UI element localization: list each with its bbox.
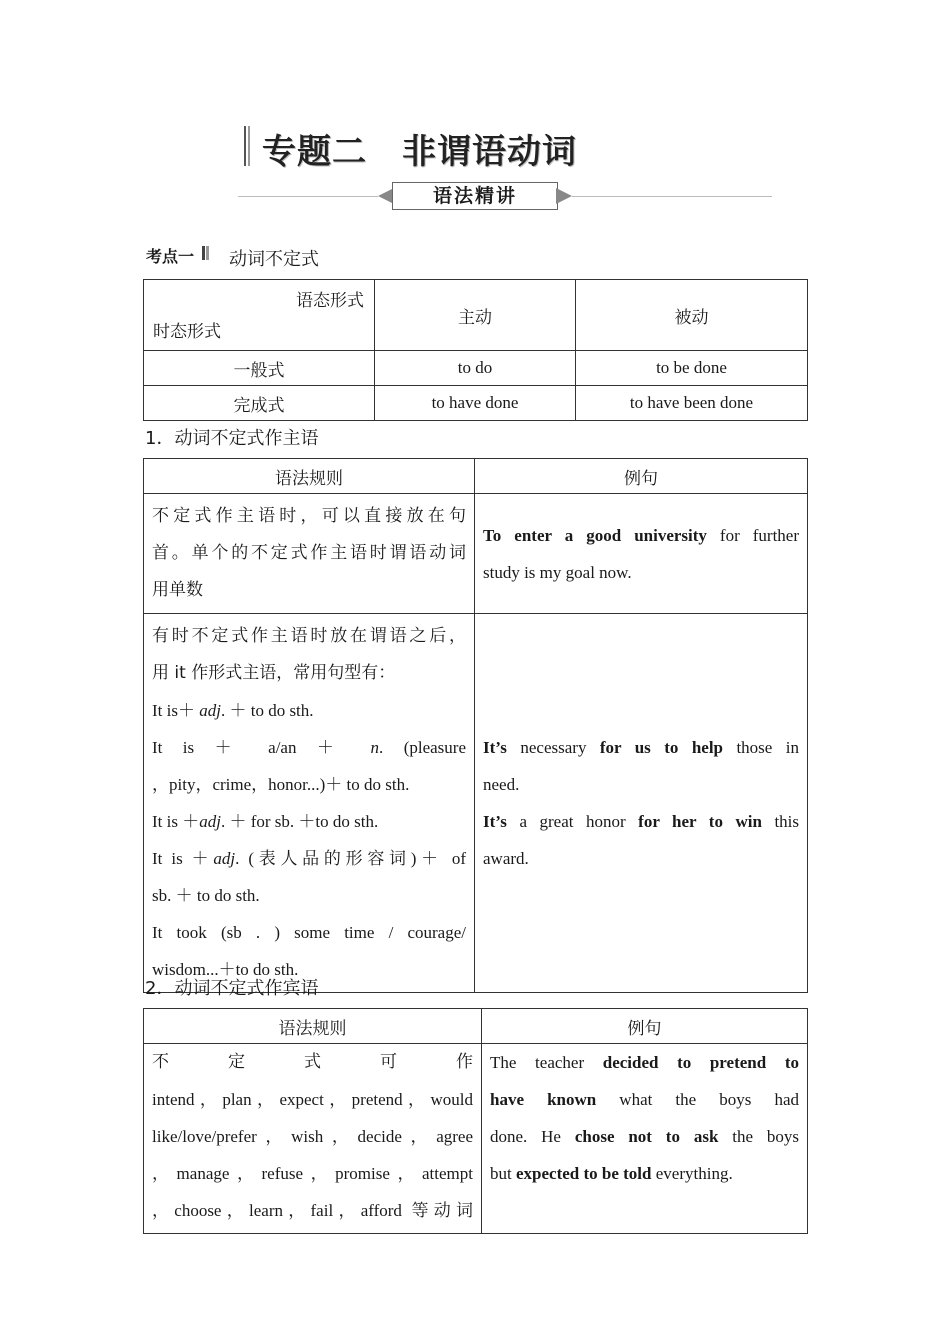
rule-line: like/love/prefer，wish，decide，agree: [152, 1127, 473, 1146]
example-bold: have known: [490, 1090, 597, 1109]
example-line: [490, 1155, 799, 1192]
rule-cell: [144, 614, 475, 993]
example-bold: for her to win: [638, 812, 762, 831]
page-title: 专题二 非谓语动词: [262, 132, 577, 172]
example-line: [483, 803, 799, 840]
example-text: but: [490, 1164, 516, 1183]
example-bold: chose not to ask: [574, 1127, 719, 1146]
rule-text: It is ＋: [152, 812, 200, 831]
passive-cell: to have been done: [576, 386, 808, 421]
rule-line: 用 it 作形式主语，常用句型有：: [152, 663, 396, 683]
example-text: everything.: [651, 1164, 733, 1183]
subsection-heading: 1．动词不定式作主语: [145, 428, 319, 449]
rule-text: . ＋ to do sth.: [220, 701, 314, 720]
rule-italic: adj: [199, 812, 221, 831]
example-bold: It’s: [483, 738, 507, 757]
infinitive-forms-table: [143, 279, 808, 421]
example-line: study is my goal now.: [483, 562, 632, 582]
example-line: need.: [483, 775, 520, 794]
table-header-row: [144, 1009, 808, 1044]
section-banner: 语法精讲: [392, 182, 558, 210]
rule-cell: [144, 1044, 482, 1234]
example-line: [483, 517, 799, 554]
passive-cell: to be done: [576, 351, 808, 386]
rule-line: wisdom...＋to do sth.: [152, 960, 299, 979]
example-line: award.: [483, 849, 529, 868]
rule-line: [152, 803, 466, 840]
example-text: what the boys had: [596, 1090, 799, 1109]
example-cell: [475, 494, 808, 614]
subsection-heading: 2．动词不定式作宾语: [145, 978, 319, 999]
column-header-example: 例句: [482, 1009, 808, 1044]
example-text: those in: [723, 738, 799, 757]
example-bold: To enter a good university: [483, 525, 707, 545]
example-bold: for us to help: [599, 738, 724, 757]
example-text: a great honor: [506, 812, 639, 831]
rule-line: 首。单个的不定式作主语时谓语动词: [152, 543, 466, 563]
rule-line: ，choose，learn，fail，afford 等动词: [152, 1201, 473, 1220]
corner-top-label: 语态形式: [296, 291, 364, 311]
example-line: [490, 1044, 799, 1081]
example-cell: [482, 1044, 808, 1234]
example-line: [490, 1081, 799, 1118]
rule-line: [152, 692, 466, 729]
corner-header-cell: [144, 280, 375, 351]
table-row: [144, 280, 808, 351]
example-text: this: [761, 812, 800, 831]
rule-italic: adj: [213, 849, 236, 868]
rule-text: It is＋: [152, 701, 200, 720]
tense-cell: 一般式: [144, 351, 375, 386]
rule-line: intend，plan，expect，pretend，would: [152, 1090, 473, 1109]
active-cell: to have done: [375, 386, 576, 421]
corner-bottom-label: 时态形式: [153, 322, 221, 342]
example-text: The teacher: [490, 1053, 603, 1072]
rule-line: ，manage，refuse，promise，attempt: [152, 1164, 473, 1183]
rule-italic: n: [370, 738, 380, 757]
example-line: [483, 729, 799, 766]
table-row: [144, 494, 808, 614]
example-text: for further: [706, 525, 800, 545]
tense-cell: 完成式: [144, 386, 375, 421]
table-row: [144, 1044, 808, 1234]
rule-line: 不定式作主语时，可以直接放在句: [152, 506, 466, 526]
rule-text: It is ＋ a/an ＋: [152, 738, 371, 757]
rule-line: It took (sb . ) some time / courage/: [152, 923, 466, 942]
rule-line: 不 定 式 可 作: [152, 1052, 473, 1072]
example-line: [490, 1118, 799, 1155]
table-row: [144, 386, 808, 421]
banner-line-right: [572, 196, 772, 197]
column-header-active: 主动: [375, 280, 576, 351]
rule-line: 有时不定式作主语时放在谓语之后，: [152, 626, 466, 646]
infinitive-subject-table: [143, 458, 808, 993]
rule-text: It is ＋: [152, 849, 214, 868]
example-cell: [475, 614, 808, 993]
rule-line: ，pity，crime，honor...)＋ to do sth.: [152, 775, 410, 794]
title-bar-decoration: [244, 126, 250, 166]
example-text: the boys: [718, 1127, 799, 1146]
column-header-passive: 被动: [576, 280, 808, 351]
rule-text: . (pleasure: [379, 738, 466, 757]
banner-arrow-right-icon: [556, 188, 572, 204]
rule-line: [152, 729, 466, 766]
example-bold: expected to be told: [515, 1164, 652, 1183]
active-cell: to do: [375, 351, 576, 386]
column-header-rule: 语法规则: [144, 1009, 482, 1044]
section-title: 动词不定式: [229, 249, 319, 270]
section-mark-icon: [202, 246, 209, 260]
example-bold: It’s: [483, 812, 507, 831]
rule-line: [152, 840, 466, 877]
rule-line: sb. ＋ to do sth.: [152, 886, 260, 905]
table-row: [144, 351, 808, 386]
table-row: [144, 614, 808, 993]
rule-text: . ＋ for sb. ＋to do sth.: [220, 812, 379, 831]
column-header-example: 例句: [475, 459, 808, 494]
table-header-row: [144, 459, 808, 494]
rule-text: . (表人品的形容词)＋ of: [235, 849, 466, 868]
infinitive-object-table: [143, 1008, 808, 1234]
banner-line-left: [238, 196, 378, 197]
rule-line: 用单数: [152, 580, 203, 600]
rule-cell: [144, 494, 475, 614]
example-bold: decided to pretend to: [602, 1053, 799, 1072]
column-header-rule: 语法规则: [144, 459, 475, 494]
rule-italic: adj: [199, 701, 221, 720]
example-text: done. He: [490, 1127, 575, 1146]
example-text: necessary: [506, 738, 600, 757]
section-label: 考点一: [146, 247, 195, 266]
